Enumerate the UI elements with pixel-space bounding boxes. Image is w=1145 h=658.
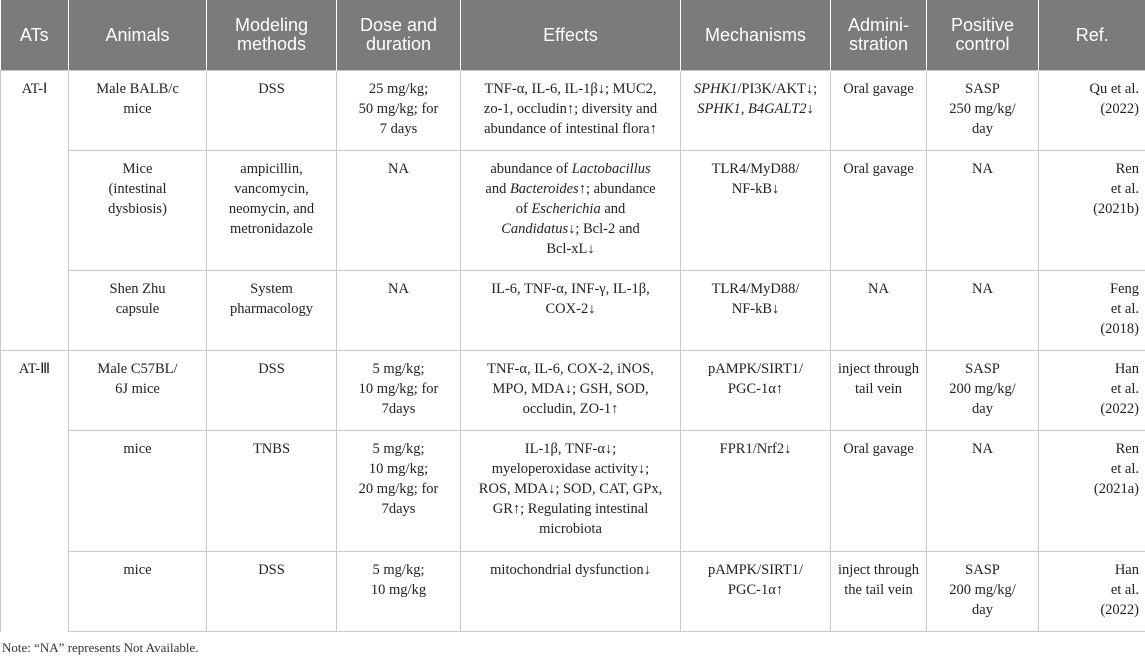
cell-administration: inject through tail vein (831, 351, 927, 431)
cell-dose: 5 mg/kg; 10 mg/kg (337, 552, 461, 632)
header-administration: Admini- stration (831, 0, 927, 71)
table-row (1, 271, 1145, 351)
cell-modeling: DSS (207, 351, 337, 431)
cell-mechanisms: TLR4/MyD88/ NF-kB↓ (681, 151, 831, 271)
at-group-label: AT-Ⅰ (1, 71, 69, 351)
table-row (1, 431, 1145, 552)
cell-effects: IL-6, TNF-α, INF-γ, IL-1β, COX-2↓ (461, 271, 681, 351)
header-row (1, 0, 1145, 71)
header-dose-duration: Dose and duration (337, 0, 461, 71)
table-row (1, 71, 1145, 151)
cell-effects: IL-1β, TNF-α↓; myeloperoxidase activity↓; ROS, MDA↓; SOD, CAT, GPx, GR↑; Regulating intestinal microbiota (461, 431, 681, 552)
cell-animals: Mice (intestinal dysbiosis) (69, 151, 207, 271)
cell-ref: Han et al. (2022) (1039, 552, 1145, 632)
cell-administration: NA (831, 271, 927, 351)
cell-dose: NA (337, 151, 461, 271)
cell-ref: Qu et al. (2022) (1039, 71, 1145, 151)
cell-mechanisms: pAMPK/SIRT1/ PGC-1α↑ (681, 552, 831, 632)
header-positive-control: Positive control (927, 0, 1039, 71)
cell-mechanisms: pAMPK/SIRT1/ PGC-1α↑ (681, 351, 831, 431)
header-animals: Animals (69, 0, 207, 71)
cell-administration: Oral gavage (831, 151, 927, 271)
cell-ref: Ren et al. (2021a) (1039, 431, 1145, 552)
cell-animals: Male C57BL/ 6J mice (69, 351, 207, 431)
cell-effects: mitochondrial dysfunction↓ (461, 552, 681, 632)
cell-mechanisms: SPHK1/PI3K/AKT↓; SPHK1, B4GALT2↓ (681, 71, 831, 151)
cell-ref: Han et al. (2022) (1039, 351, 1145, 431)
cell-ref: Ren et al. (2021b) (1039, 151, 1145, 271)
cell-positive-control: NA (927, 431, 1039, 552)
at-group-label: AT-Ⅲ (1, 351, 69, 632)
cell-animals: mice (69, 431, 207, 552)
cell-modeling: ampicillin, vancomycin, neomycin, and metronidazole (207, 151, 337, 271)
cell-positive-control: SASP 250 mg/kg/ day (927, 71, 1039, 151)
cell-administration: inject through the tail vein (831, 552, 927, 632)
cell-positive-control: NA (927, 151, 1039, 271)
table-row (1, 351, 1145, 431)
cell-mechanisms: FPR1/Nrf2↓ (681, 431, 831, 552)
cell-modeling: DSS (207, 552, 337, 632)
cell-ref: Feng et al. (2018) (1039, 271, 1145, 351)
cell-administration: Oral gavage (831, 71, 927, 151)
header-ref: Ref. (1039, 0, 1145, 71)
cell-effects: abundance of Lactobacillus and Bacteroides↑; abundance of Escherichia and Candidatus↓; Bcl-2 and Bcl-xL↓ (461, 151, 681, 271)
table-row (1, 552, 1145, 632)
header-mechanisms: Mechanisms (681, 0, 831, 71)
table-row (1, 151, 1145, 271)
cell-positive-control: SASP 200 mg/kg/ day (927, 552, 1039, 632)
table-note: Note: “NA” represents Not Available. (2, 640, 199, 655)
cell-animals: Shen Zhu capsule (69, 271, 207, 351)
header-effects: Effects (461, 0, 681, 71)
cell-positive-control: NA (927, 271, 1039, 351)
cell-dose: 5 mg/kg; 10 mg/kg; 20 mg/kg; for 7days (337, 431, 461, 552)
cell-dose: 5 mg/kg; 10 mg/kg; for 7days (337, 351, 461, 431)
cell-mechanisms: TLR4/MyD88/ NF-kB↓ (681, 271, 831, 351)
cell-animals: Male BALB/c mice (69, 71, 207, 151)
cell-administration: Oral gavage (831, 431, 927, 552)
cell-positive-control: SASP 200 mg/kg/ day (927, 351, 1039, 431)
cell-dose: 25 mg/kg; 50 mg/kg; for 7 days (337, 71, 461, 151)
cell-modeling: DSS (207, 71, 337, 151)
cell-animals: mice (69, 552, 207, 632)
cell-effects: TNF-α, IL-6, COX-2, iNOS, MPO, MDA↓; GSH, SOD, occludin, ZO-1↑ (461, 351, 681, 431)
cell-modeling: TNBS (207, 431, 337, 552)
header-modeling-methods: Modeling methods (207, 0, 337, 71)
cell-dose: NA (337, 271, 461, 351)
header-ats: ATs (1, 0, 69, 71)
cell-modeling: System pharmacology (207, 271, 337, 351)
cell-effects: TNF-α, IL-6, IL-1β↓; MUC2, zo-1, occludin↑; diversity and abundance of intestinal flora↑ (461, 71, 681, 151)
